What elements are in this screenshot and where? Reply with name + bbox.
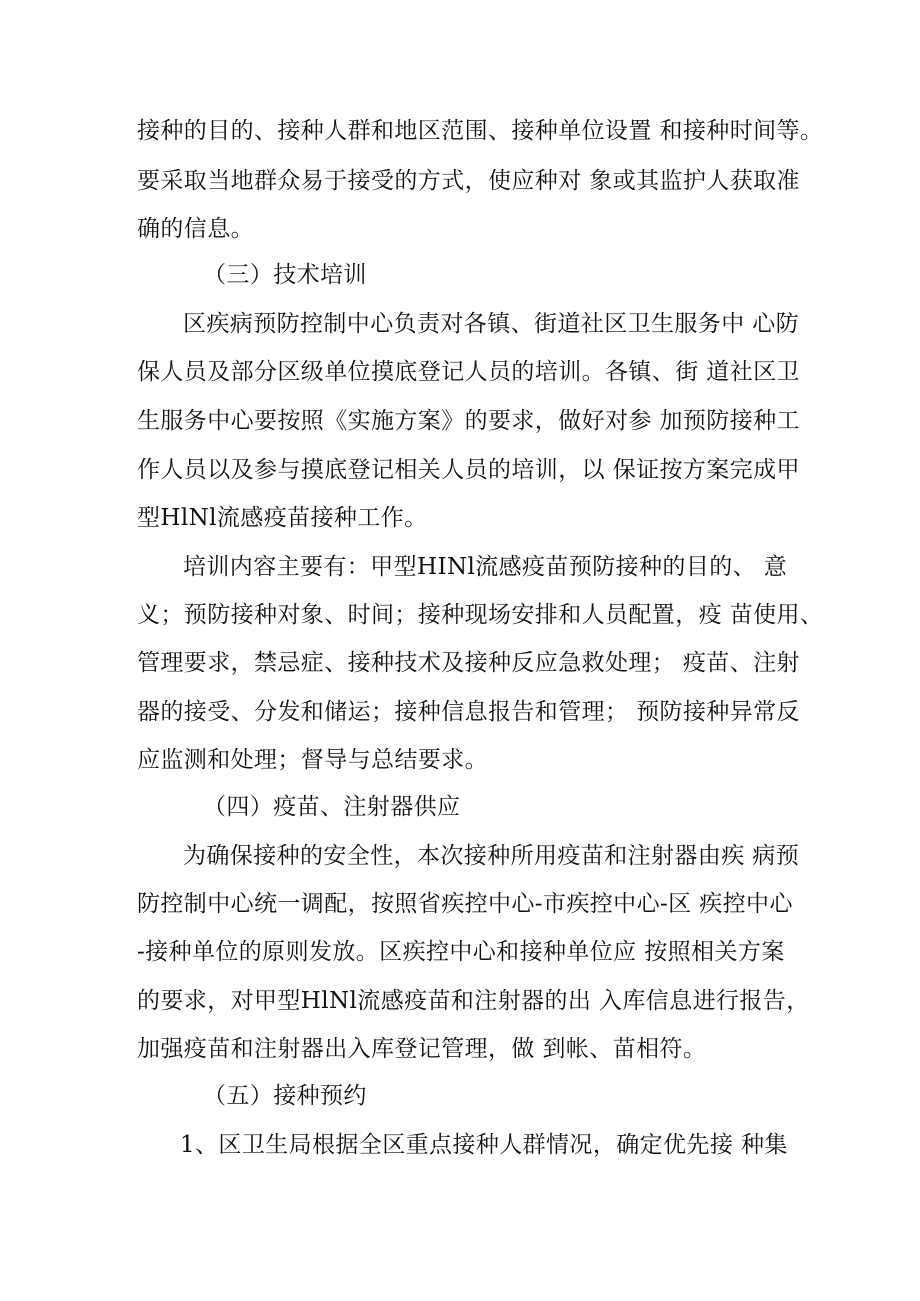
paragraph-line: 生服务中心要按照《实施方案》的要求，做好对参 加预防接种工: [137, 408, 800, 434]
paragraph-line: 管理要求，禁忌症、接种技术及接种反应急救处理； 疫苗、注射: [137, 650, 800, 676]
paragraph-line: 确的信息。: [137, 216, 254, 242]
numbered-item-line: 1、区卫生局根据全区重点接种人群情况，确定优先接 种集: [180, 1132, 788, 1158]
paragraph-line: 器的接受、分发和储运；接种信息报告和管理； 预防接种异常反: [137, 699, 800, 725]
paragraph-line: 区疾病预防控制中心负责对各镇、街道社区卫生服务中 心防: [183, 311, 800, 337]
paragraph-line: 保人员及部分区级单位摸底登记人员的培训。各镇、街 道社区卫: [137, 359, 800, 385]
paragraph-line: -接种单位的原则发放。区疾控中心和接种单位应 按照相关方案: [137, 939, 785, 965]
paragraph-line: 加强疫苗和注射器出入库登记管理，做 到帐、苗相符。: [137, 1036, 707, 1062]
paragraph-line: 应监测和处理；督导与总结要求。: [137, 747, 488, 773]
paragraph-line: 作人员以及参与摸底登记相关人员的培训，以 保证按方案完成甲: [137, 457, 800, 483]
paragraph-line: 的要求，对甲型HlNl流感疫苗和注射器的出 入库信息进行报告，: [137, 988, 810, 1014]
section-heading-appointment: （五）接种预约: [203, 1083, 367, 1109]
paragraph-line: 义；预防接种对象、时间；接种现场安排和人员配置，疫 苗使用、: [137, 602, 824, 628]
paragraph-line: 为确保接种的安全性，本次接种所用疫苗和注射器由疾 病预: [183, 843, 800, 869]
paragraph-line: 培训内容主要有：甲型HINl流感疫苗预防接种的目的、 意: [183, 554, 788, 580]
section-heading-technical-training: （三）技术培训: [203, 262, 367, 288]
paragraph-line: 接种的目的、接种人群和地区范围、接种单位设置 和接种时间等。: [137, 118, 824, 144]
paragraph-line: 型HlNl流感疫苗接种工作。: [137, 505, 428, 531]
section-heading-vaccine-supply: （四）疫苗、注射器供应: [203, 794, 461, 820]
paragraph-line: 要采取当地群众易于接受的方式，使应种对 象或其监护人获取准: [137, 168, 800, 194]
paragraph-line: 防控制中心统一调配，按照省疾控中心-市疾控中心-区 疾控中心: [137, 891, 793, 917]
